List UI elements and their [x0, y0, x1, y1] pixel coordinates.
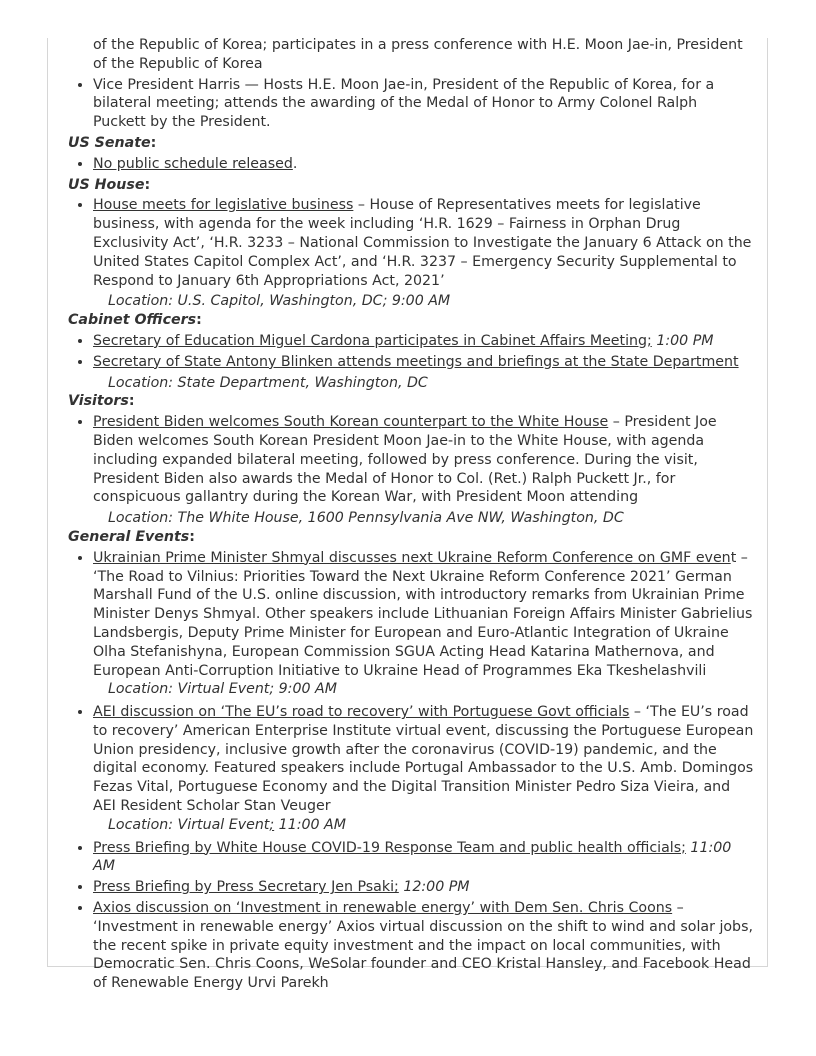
section-heading-general [68, 528, 754, 547]
heading-colon: : [189, 528, 195, 545]
president-visit-continued: of the Republic of Korea; participates in a press conference with H.E. Moon Jae-in, President of the Republic of Korea [93, 37, 743, 72]
senate-heading-text: US Senate [68, 134, 151, 151]
list-item [93, 878, 754, 897]
aei-location-time: 11:00 AM [274, 816, 347, 833]
aei-location [68, 816, 754, 835]
list-item [93, 36, 754, 74]
list-item [93, 332, 754, 351]
psaki-briefing-time: 12:00 PM [398, 879, 470, 896]
general-list-3 [68, 839, 754, 993]
house-item-text: – House of Representatives meets for legislative business, with agenda for the week including ‘H.R. 1629 – Fairness in Orphan Drug Exclusivity Act’, ‘H.R. 3233 – National Commission to Investigate the January 6 Attack on the United States Capitol Complex Act’, and ‘H.R. 3237 – Emergency Security Supplemental to Respond to January 6th Appropriations Act, 2021’ [93, 197, 752, 289]
visitors-list [68, 413, 754, 507]
cardona-link[interactable]: Secretary of Education Miguel Cardona participates in Cabinet Affairs Meeting; [93, 332, 652, 349]
ukraine-item-text: t – ‘The Road to Vilnius: Priorities Toward the Next Ukraine Reform Conference 2021’ German Marshall Fund of the U.S. online discussion, with introductory remarks from Ukrainian Prime Minister Denys Shmyal. Other speakers include Lithuanian Foreign Affairs Minister Gabrielius Landsbergis, Deputy Prime Minister for European and Euro-Atlantic Integration of Ukraine Olha Stefanishyna, European Commission SGUA Acting Head Katarina Mathernova, and European Anti-Corruption Initiative to Ukraine Head of Programmes Eka Tkeshelashvili [93, 549, 753, 679]
list-item [93, 76, 754, 132]
house-location: Location: U.S. Capitol, Washington, DC; 9:00 AM [108, 293, 451, 310]
list-item [93, 196, 754, 290]
list-item [93, 549, 754, 681]
list-item [93, 839, 754, 877]
executive-list [68, 36, 754, 132]
senate-list [68, 155, 754, 174]
heading-colon: : [196, 312, 202, 329]
list-item [93, 353, 754, 372]
general-heading-text: General Events [68, 528, 190, 545]
axios-item-text: – ‘Investment in renewable energy’ Axios virtual discussion on the shift to wind and solar jobs, the recent spike in private equity investment and the impact on local communities, with Democratic Sen. Chris Coons, WeSolar founder and CEO Kristal Hansley, and Facebook Head of Renewable Energy Urvi Parekh [93, 900, 753, 992]
list-item [93, 413, 754, 507]
blinken-link[interactable]: Secretary of State Antony Blinken attends meetings and briefings at the State Department [93, 353, 739, 370]
vice-president-item: Vice President Harris — Hosts H.E. Moon Jae-in, President of the Republic of Korea, for a bilateral meeting; attends the awarding of the Medal of Honor to Army Colonel Ralph Puckett by the President. [93, 76, 715, 131]
section-heading-cabinet [68, 311, 754, 330]
cabinet-heading-text: Cabinet Officers [68, 312, 197, 329]
cardona-time: 1:00 PM [651, 332, 714, 349]
aei-location-text: Location: Virtual Event [108, 816, 270, 833]
aei-location-link[interactable]: ; [269, 816, 275, 833]
house-list [68, 196, 754, 290]
list-item [93, 703, 754, 816]
aei-event-link[interactable]: AEI discussion on ‘The EU’s road to recovery’ with Portuguese Govt officials [93, 704, 630, 721]
house-heading-text: US House [68, 176, 145, 193]
visitors-heading-text: Visitors [68, 393, 129, 410]
list-item [93, 155, 754, 174]
cabinet-list [68, 332, 754, 372]
schedule-content [68, 36, 754, 995]
ukraine-location: Location: Virtual Event; 9:00 AM [108, 681, 337, 698]
ukraine-event-link[interactable]: Ukrainian Prime Minister Shmyal discusses next Ukraine Reform Conference on GMF even [93, 549, 731, 566]
heading-colon: : [150, 134, 157, 151]
section-heading-house [68, 176, 754, 195]
general-list [68, 549, 754, 681]
senate-item-suffix: . [292, 155, 298, 172]
covid-briefing-link[interactable]: Press Briefing by White House COVID-19 Response Team and public health officials; [93, 839, 686, 856]
biden-welcomes-link[interactable]: President Biden welcomes South Korean counterpart to the White House [93, 414, 609, 431]
heading-colon: : [128, 393, 135, 410]
section-heading-senate [68, 134, 754, 153]
psaki-briefing-link[interactable]: Press Briefing by Press Secretary Jen Psaki; [93, 879, 399, 896]
house-business-link[interactable]: House meets for legislative business [93, 197, 354, 214]
axios-event-link[interactable]: Axios discussion on ‘Investment in renewable energy’ with Dem Sen. Chris Coons [93, 900, 673, 917]
senate-schedule-link[interactable]: No public schedule released [93, 155, 293, 172]
general-list-2 [68, 703, 754, 816]
cabinet-location: Location: State Department, Washington, DC [108, 374, 428, 391]
visitors-location: Location: The White House, 1600 Pennsylvania Ave NW, Washington, DC [108, 510, 624, 527]
aei-item-text: – ‘The EU’s road to recovery’ American Enterprise Institute virtual event, discussing the Portuguese European Union presidency, inclusive growth after the coronavirus (COVID-19) pandemic, and the digital economy. Featured speakers include Portugal Ambassador to the U.S. Amb. Domingos Fezas Vital, Portuguese Economy and the Digital Transition Minister Pedro Siza Vieira, and AEI Resident Scholar Stan Veuger [93, 704, 754, 815]
section-heading-visitors [68, 392, 754, 411]
list-item [93, 899, 754, 993]
covid-briefing-time: 11:00 AM [93, 839, 732, 875]
visitors-item-text: – President Joe Biden welcomes South Korean President Moon Jae-in to the White House, with agenda including expanded bilateral meeting, followed by press conference. During the visit, President Biden also awards the Medal of Honor to Col. (Ret.) Ralph Puckett Jr., for conspicuous gallantry during the Korean War, with President Moon attending [93, 414, 717, 506]
heading-colon: : [144, 176, 151, 193]
